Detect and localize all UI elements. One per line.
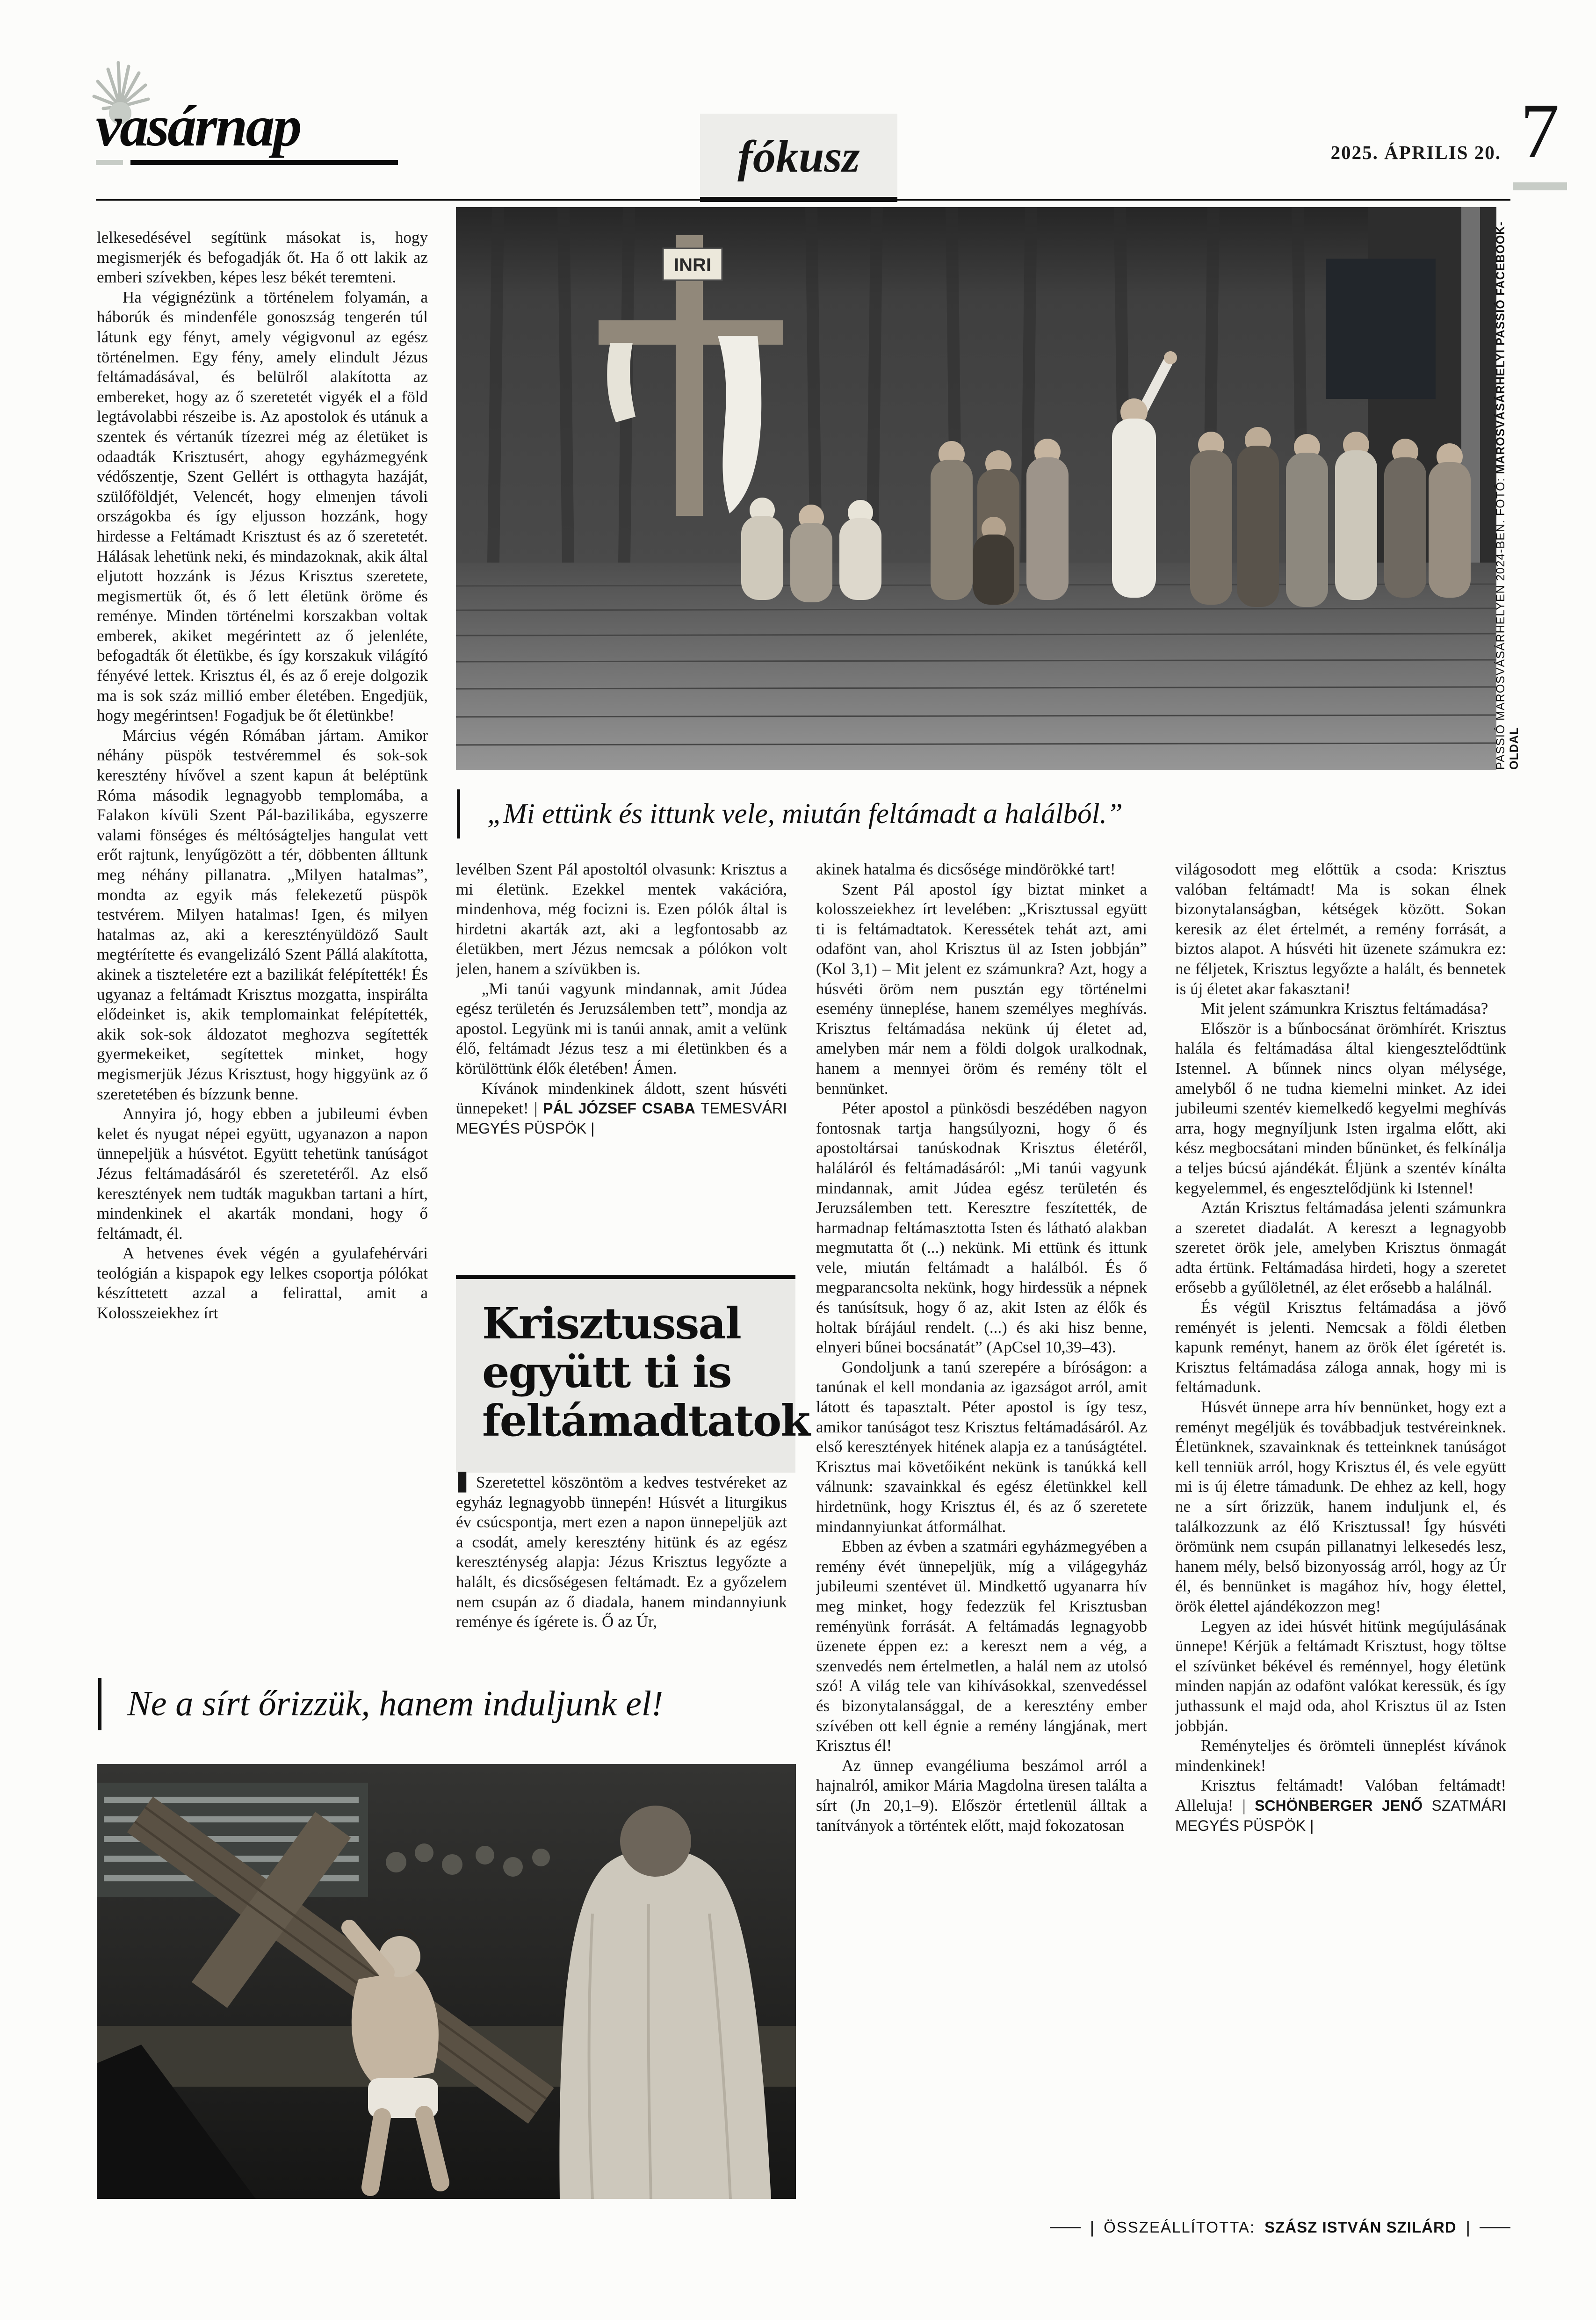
paragraph: Mit jelent számunkra Krisztus feltámadása? (1201, 999, 1488, 1018)
paragraph: lelkesedésével segítünk másokat is, hogy megismerjék és befogadják őt. Ha ő ott lakik az emberi szívekben, képes lesz békét teremteni. (97, 228, 428, 287)
footer-name: SZÁSZ ISTVÁN SZILÁRD (1264, 2219, 1457, 2236)
logo-underline (96, 160, 398, 165)
headline-rule (456, 1275, 795, 1279)
paragraph: akinek hatalma és dicsősége mindörökké tart! (816, 860, 1116, 878)
footer-rule-right (1480, 2227, 1510, 2228)
paragraph: Péter apostol a pünkösdi beszédében nagyon fontosnak tartja hangsúlyozni, hogy ő és apostoltársai tanúskodnak Krisztus életéről, haláláról és feltámadásáról: „Mi tanúi vagyunk mindannak, amit Júdea egész területén és Jeruzsálemben tett. Keresztre feszítették, de harmadnap feltámasztotta Isten és látható alakban megmutatta őt (...) nekünk. Mi ettünk és ittunk vele, miután feltámadt a halálból. És ő megparancsolta nekünk, hogy hirdessük a népnek és tanúsítsuk, hogy ő az, akit Isten az élők és holtak bírájául rendelt. (...) és aki hisz benne, elnyeri bűnei bocsánatát” (ApCsel 10,39–43). (816, 1099, 1147, 1357)
cross-carrying-scene (97, 1764, 796, 2199)
author-title: TEMESVÁRI MEGYÉS PÜSPÖK | (456, 1100, 787, 1137)
paragraph: Szent Pál apostol így biztat minket a kolosszeiekhez írt levelében: „Krisztussal együtt ti is feltámadtatok. Keressétek tehát azt, ami odafönt van, ahol Krisztus ül az Isten jobbján” (Kol 3,1) – Mit jelent ez számunkra? Azt, hogy a húsvéti öröm nem pusztán egy történelmi esemény ünneplése, hanem személyes meghívás. Krisztus feltámadása nekünk új életet ad, amelyben már nem a földi dolgok uralkodnak, hanem a mennyei öröm és remény tölt el bennünket. (816, 880, 1147, 1098)
paragraph: Annyira jó, hogy ebben a jubileumi évben kelet és nyugat népei együtt, ugyanazon a napon ünnepeljük a húsvétot. Együtt tehetünk tanúságot Jézus feltámadásáról és szeretetéről. Az első keresztények nem tudták magukban tartani a hírt, mindenkinek el akarták mondani, hogy ő feltámadt, él. (97, 1105, 428, 1243)
page-number: 7 (1509, 92, 1570, 190)
article2-column3 (816, 860, 1147, 2206)
newspaper-logo (96, 94, 398, 165)
headline-box (456, 1279, 810, 1473)
paragraph: Reményteljes és örömteli ünneplést kívánok mindenkinek! (1175, 1736, 1506, 1775)
author-title: SZATMÁRI MEGYÉS PÜSPÖK | (1175, 1797, 1506, 1834)
section-title: fókusz (737, 131, 860, 182)
bottom-photo-cross-carrying (97, 1764, 796, 2199)
author-name: PÁL JÓZSEF CSABA (543, 1100, 695, 1117)
photo-caption-quote: „Mi ettünk és ittunk vele, miután feltámadt a halálból.” (457, 789, 1310, 838)
paragraph: Legyen az idei húsvét hitünk megújulásának ünnepe! Kérjük a feltámadt Krisztust, hogy töltse el szívünket békével és reménnyel, hogy életünk minden napján az odafönt valókat keressük, és így juthassunk el majd oda, ahol Krisztus ül az Isten jobbján. (1175, 1617, 1506, 1735)
footer-credit: | ÖSSZEÁLLÍTOTTA: SZÁSZ ISTVÁN SZILÁRD | (1050, 2218, 1510, 2237)
issue-date: 2025. ÁPRILIS 20. (1330, 142, 1501, 163)
paragraph: A hetvenes évek végén a gyulafehérvári teológián a kispapok egy lelkes csoportja pólókat készíttetett azzal a felirattal, amit a Kolosszeiekhez írt (97, 1244, 428, 1323)
paragraph: levélben Szent Pál apostoltól olvasunk: Krisztus a mi életünk. Ezekkel mentek vakációra, mindenhova, még focizni is. Ezen pólók által is hirdetni akarták azt, aki a legfontosabb az életükben, mert Jézus nemcsak a pólókon volt jelen, hanem a szívükben is. (456, 860, 787, 978)
paragraph: Először is a bűnbocsánat örömhírét. Krisztus halála és feltámadása által kiengesztelődtünk Istennel. A bűnnek nincs olyan mélysége, amelyből ő ne tudna kiemelni minket. Az idei jubileumi szentév kiemelkedő kegyelmi meghívás arra, hogy megnyíljunk Isten irgalma előtt, aki kész megbocsátani minden bűnünket, és felkínálja a teljes búcsú ajándékát. Éljünk a szentév kínálta kegyelemmel, és engesztelődjünk ki Istennel! (1175, 1019, 1506, 1197)
article2-column4 (1175, 860, 1506, 2188)
paragraph: Március végén Rómában jártam. Amikor néhány püspök testvéremmel és sok-sok keresztény hívővel a szent kapun át beléptünk Róma második legnagyobb templomába, a Falakon kívüli Szent Pál-bazilikába, egyszerre valami fönséges és méltóságteljes hangulat vett erőt rajtunk, lenyűgözött a tér, döbbenten álltunk meg néhány pillanatra. „Milyen hatalmas”, mondta az egyik más felekezetű püspök testvérem. Milyen hatalmas! Igen, és milyen hatalmas az, aki a keresztényüldöző Sault megtérítette és evangelizáló Szent Pállá alakította, akinek a tiszteletére ezt a bazilikát felépítették! És ugyanaz a feltámadt Krisztus mozgatta, inspirálta elődeinket is, akik templomainkat felépítették, akik sok-sok áldozatot meghozva segítették gyermekeiket, segítettek minket, hogy megismerjük Jézus Krisztust, hogy higgyünk az ő szeretetében és bízzunk benne. (97, 726, 428, 1103)
article1-column2 (456, 860, 787, 1244)
paragraph: „Mi tanúi vagyunk mindannak, amit Júdea egész területén és Jeruzsálemben tett”, mondja az apostol. Legyünk mi is tanúi annak, amit a velünk élő, feltámadt Jézus tesz a mi életünkben és a körülöttünk élők életében! Ámen. (456, 979, 787, 1077)
paragraph: világosodott meg előttük a csoda: Krisztus valóban feltámadt! Ma is sokan élnek bizonytalanságban, kétségek között. Sokan keresik az élet értelmét, a remény forrását, a biztos alapot. A húsvéti hit üzenete számukra ez: ne féljetek, Krisztus legyőzte a halált, és bennetek is új életet akar fakasztani! (1175, 860, 1506, 998)
paragraph-marker-icon: █ (458, 1472, 467, 1491)
author-name: SCHÖNBERGER JENŐ (1255, 1797, 1423, 1814)
paragraph: Gondoljunk a tanú szerepére a bíróságon: a tanúnak el kell mondania az igazságot arról, amit látott és tapasztalt. Péter apostol is így tesz, amikor tanúságot tesz Krisztus feltámadásáról. Az első keresztények hitének alapja ez a tanúságtétel. Krisztus mai követőiként nekünk is tanúkká kell válnunk: szavainkkal és egész életünkkel kell hirdetnünk, hogy Krisztus él, és az ő szeretete mindannyiunkat átformálhat. (816, 1358, 1147, 1536)
passion-play-scene (456, 207, 1496, 770)
paragraph: Az ünnep evangéliuma beszámol arról a hajnalról, amikor Mária Magdolna üresen találta a sírt (Jn 20,1–9). Először értetlenül álltak a tanítványok a történtek előtt, majd fokozatosan (816, 1756, 1147, 1835)
footer-rule-left (1050, 2227, 1081, 2228)
pull-quote: Ne a sírt őrizzük, hanem induljunk el! (98, 1678, 815, 1730)
article1-signoff: Kívánok mindenkinek áldott, szent húsvéti ünnepeket! | PÁL JÓZSEF CSABA TEMESVÁRI MEGYÉS PÜSPÖK | (456, 1079, 787, 1137)
paragraph: És végül Krisztus feltámadása a jövő reményét is jelenti. Nemcsak a földi életben kapunk reményt, hanem az örök élet ígéretét is. Krisztus feltámadása záloga annak, hogy mi is feltámadunk. (1175, 1298, 1506, 1396)
article2-headline: Krisztussal együtt ti is feltámadtatok (482, 1298, 810, 1446)
paragraph: Ha végignézünk a történelem folyamán, a háborúk és mindenféle gonoszság tengerén túl látunk egy fényt, amely végigvonul az egész történelmen. Egy fény, amely elindult Jézus feltámadásával, és belülről alakította az embereket, hogy az ő szeretetét vigyék el a föld legtávolabbi részeibe is. Az apostolok és utánuk a szentek és vértanúk tízezrei még az életüket is odaadták Krisztusért, ahogy egyházmegyénk védőszentje, Szent Gellért is otthagyta hazáját, szülőföldjét, Velencét, hogy elmenjen távoli országokba és így eljusson hozzánk, hogy hirdesse a Feltámadt Krisztust és az ő szeretetét. Hálásak lehetünk neki, és mindazoknak, akik által eljutott hozzánk is Jézus Krisztus szeretete, megismertük őt, és ő lett életünk öröme és reménye. Minden történelmi korszakban voltak emberek, akiket megérintett az ő jelenléte, befogadták őt életükbe, és így korszakuk világító fényévé lettek. Krisztus él, és az ő ereje dolgozik ma is sok száz millió ember életében. Engedjük, hogy megérintsen! Fogadjuk be őt életünkbe! (97, 288, 428, 725)
page-number-underline (1513, 182, 1567, 190)
header-rule (96, 199, 1510, 201)
article2-column2-lead (456, 1472, 787, 1661)
logo-text: vasárnap (96, 94, 300, 158)
section-title-box (700, 114, 897, 202)
article2-signoff: Krisztus feltámadt! Valóban feltámadt! Alleluja! | SCHÖNBERGER JENŐ SZATMÁRI MEGYÉS PÜSPÖK | (1175, 1776, 1506, 1834)
paragraph: Húsvét ünnepe arra hív bennünket, hogy ezt a reményt megéljük és továbbadjuk testvéreinknek. Életünknek, szavainknak és tetteinknek tanúságot kell tenniük arról, hogy Krisztus él, és vele együtt mi is új életre támadunk. De ehhez az kell, hogy ne a sírt őrizzük, hanem induljunk el, és találkozzunk az élő Krisztussal! Így húsvéti örömünk nem csupán pillanatnyi lelkesedés lesz, hanem mély, belső bizonyosság arról, hogy az Úr él, és bennünket is magához hív, hogy élettel, örök élettel ajándékozzon meg! (1175, 1398, 1506, 1615)
photo-credit: PASSIÓ MAROSVÁSÁRHELYEN 2024-BEN. FOTÓ: MAROSVÁSÁRHELYI PASSIÓ FACEBOOK-OLDAL (1494, 221, 1521, 770)
article2-headline-block (456, 1275, 810, 1473)
svg-text:INRI: INRI (674, 255, 711, 275)
paragraph: Ebben az évben a szatmári egyházmegyében a remény évét ünnepeljük, míg a világegyház jubileumi szentévet ül. Mindkettő ugyanarra hív meg minket, hogy fedezzük fel Krisztusban reményünk forrását. A feltámadás legnagyobb üzenete éppen ez: a kereszt nem a vég, a szenvedés nem értelmetlen, a halál nem az utolsó szó! A világ tele van kihívásokkal, szenvedéssel és bizonytalansággal, de a keresztény ember szívében ott kell égnie a remény lángjának, mert Krisztus él! (816, 1537, 1147, 1755)
article1-column1 (97, 228, 428, 1670)
footer-label: ÖSSZEÁLLÍTOTTA: (1104, 2219, 1256, 2236)
paragraph: Aztán Krisztus feltámadása jelenti számunkra a szeretet diadalát. A kereszt a legnagyobb szeretet örök jele, amelyben Krisztus önmagát adta értünk. Feltámadása hirdeti, hogy a szeretet erősebb a gyűlöletnél, az élet erősebb a halálnál. (1175, 1199, 1506, 1297)
lead-paragraph: █ Szeretettel köszöntöm a kedves testvéreket az egyház legnagyobb ünnepén! Húsvét a liturgikus év csúcspontja, mert ezen a napon ünnepeljük azt a csodát, amely keresztény hitünk és az egész kereszténység alapja: Jézus Krisztus legyőzte a halált, és dicsőségesen feltámadt. Ez a győzelem nem csupán az ő diadala, hanem mindannyiunk reménye és ígérete is. Ő az Úr, (456, 1472, 787, 1631)
main-photo-passion-play (456, 207, 1496, 770)
